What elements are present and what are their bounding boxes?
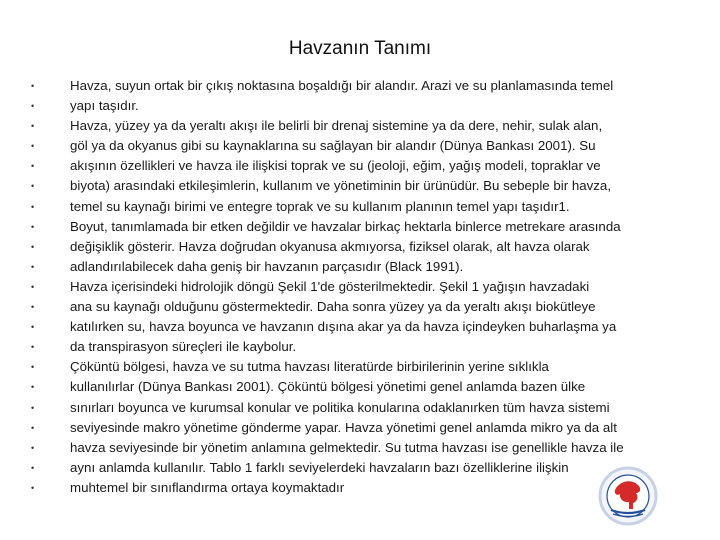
list-item-text: biyota) arasındaki etkileşimlerin, kullanım ve yönetiminin bir ürünüdür. Bu sebeple bir havza, <box>70 178 612 194</box>
bullet-marker: • <box>31 121 35 132</box>
list-item-text: sınırları boyunca ve kurumsal konular ve politika konularına odaklanırken tüm havza sistemi <box>70 399 610 415</box>
list-item <box>0 136 720 156</box>
bullet-marker: • <box>31 181 35 192</box>
list-item-text: da transpirasyon süreçleri ile kaybolur. <box>70 339 297 355</box>
list-item <box>0 176 720 196</box>
list-item <box>0 377 720 397</box>
list-item <box>0 197 720 217</box>
university-seal-icon <box>598 466 658 526</box>
list-item <box>0 217 720 237</box>
bullet-marker: • <box>31 201 35 212</box>
list-item <box>0 237 720 257</box>
list-item-text: Çöküntü bölgesi, havza ve su tutma havzası literatürde birbirilerinin yerine sıklıkla <box>70 359 549 375</box>
bullet-marker: • <box>31 362 35 373</box>
list-item-text: ana su kaynağı olduğunu göstermektedir. Daha sonra yüzey ya da yeraltı akışı biokütleye <box>70 299 596 315</box>
list-item-text: Boyut, tanımlamada bir etken değildir ve havzalar birkaç hektarla binlerce metrekare arasında <box>70 218 621 234</box>
list-item <box>0 317 720 337</box>
bullet-marker: • <box>31 81 35 91</box>
bullet-marker: • <box>31 482 35 493</box>
list-item <box>0 156 720 176</box>
list-item-text: aynı anlamda kullanılır. Tablo 1 farklı seviyelerdeki havzaların bazı özelliklerine ilişkin <box>70 459 569 475</box>
list-item <box>0 438 720 458</box>
bullet-marker: • <box>31 442 35 453</box>
list-item-text: temel su kaynağı birimi ve entegre toprak ve su kullanım planının temel yapı taşıdır1. <box>70 198 570 214</box>
list-item <box>0 76 720 96</box>
list-item-text: havza seviyesinde bir yönetim anlamına gelmektedir. Su tutma havzası ise genellikle havza ile <box>70 439 624 455</box>
bullet-marker: • <box>31 261 35 272</box>
bullet-marker: • <box>31 342 35 353</box>
list-item <box>0 398 720 418</box>
list-item <box>0 337 720 357</box>
bullet-list <box>0 76 720 498</box>
list-item-text: seviyesinde makro yönetime gönderme yapar. Havza yönetimi genel anlamda mikro ya da alt <box>70 419 617 435</box>
bullet-marker: • <box>31 161 35 172</box>
list-item-text: yapı taşıdır. <box>70 98 139 114</box>
bullet-marker: • <box>31 422 35 433</box>
bullet-marker: • <box>31 302 35 313</box>
list-item-text: göl ya da okyanus gibi su kaynaklarına su sağlayan bir alandır (Dünya Bankası 2001). Su <box>70 138 596 154</box>
bullet-marker: • <box>31 382 35 393</box>
bullet-marker: • <box>31 101 35 112</box>
list-item-text: değişiklik gösterir. Havza doğrudan okyanusa akmıyorsa, fiziksel olarak, alt havza olarak <box>70 238 590 254</box>
bullet-marker: • <box>31 141 35 152</box>
list-item-text: Havza içerisindeki hidrolojik döngü Şekil 1'de gösterilmektedir. Şekil 1 yağışın havzadaki <box>70 278 590 294</box>
list-item <box>0 357 720 377</box>
bullet-marker: • <box>31 402 35 413</box>
bullet-marker: • <box>31 281 35 292</box>
bullet-marker: • <box>31 221 35 232</box>
list-item-text: Havza, yüzey ya da yeraltı akışı ile belirli bir drenaj sistemine ya da dere, nehir, sulak alan, <box>70 118 603 134</box>
list-item-text: adlandırılabilecek daha geniş bir havzanın parçasıdır (Black 1991). <box>70 258 464 274</box>
list-item <box>0 96 720 116</box>
list-item <box>0 297 720 317</box>
list-item <box>0 418 720 438</box>
list-item <box>0 257 720 277</box>
list-item <box>0 277 720 297</box>
list-item-text: kullanılırlar (Dünya Bankası 2001). Çöküntü bölgesi yönetimi genel anlamda bazen ülke <box>70 379 586 395</box>
bullet-marker: • <box>31 322 35 333</box>
bullet-marker: • <box>31 241 35 252</box>
bullet-marker: • <box>31 462 35 473</box>
slide-title: Havzanın Tanımı <box>288 38 432 59</box>
list-item-text: akışının özellikleri ve havza ile ilişkisi toprak ve su (jeoloji, eğim, yağış modeli, topraklar ve <box>70 158 601 174</box>
list-item <box>0 116 720 136</box>
list-item-text: Havza, suyun ortak bir çıkış noktasına boşaldığı bir alandır. Arazi ve su planlamasında temel <box>70 78 614 93</box>
list-item-text: katılırken su, havza boyunca ve havzanın dışına akar ya da havza içindeyken buharlaşma ya <box>70 319 617 335</box>
list-item-text: muhtemel bir sınıflandırma ortaya koymaktadır <box>70 479 345 495</box>
